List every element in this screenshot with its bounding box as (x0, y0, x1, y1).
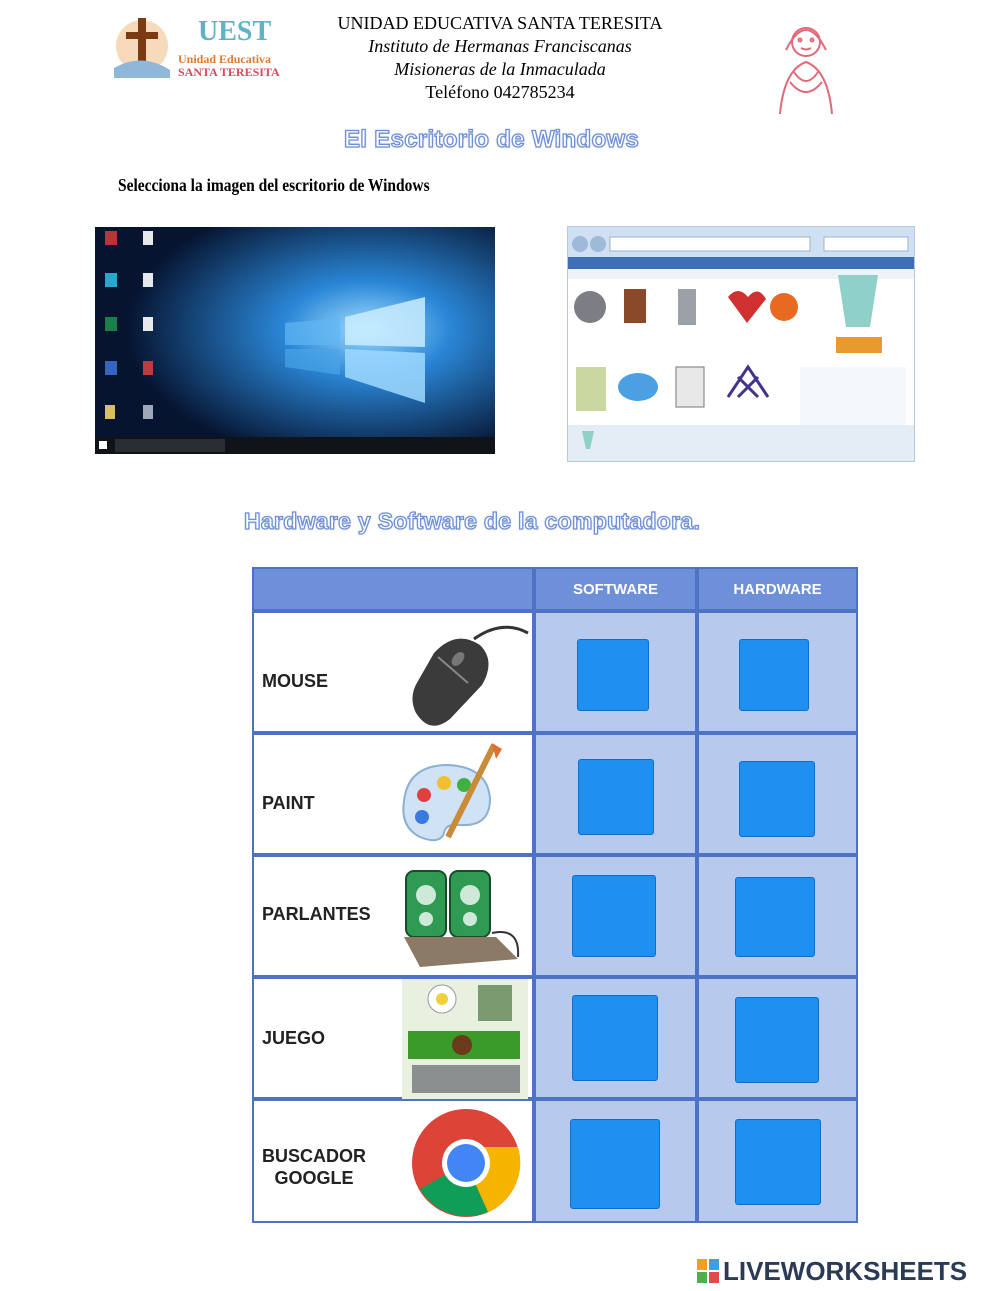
header-software: SOFTWARE (534, 567, 697, 611)
row-label-parlantes: PARLANTES (262, 904, 371, 924)
logo-text: UEST (198, 16, 272, 47)
games-folder-option[interactable] (567, 226, 915, 462)
answer-box-buscador-hardware[interactable] (735, 1119, 821, 1205)
cell-parlantes-hardware (697, 855, 858, 977)
cell-mouse-software (534, 611, 697, 733)
phone-line: Teléfono 042785234 (425, 82, 575, 102)
row-label-paint: PAINT (262, 793, 315, 813)
cell-buscador-hardware (697, 1099, 858, 1223)
cell-paint-hardware (697, 733, 858, 855)
row-label-buscador-google: BUSCADOR GOOGLE (262, 1146, 367, 1188)
missionaries-line: Misioneras de la Inmaculada (394, 59, 606, 79)
cell-parlantes-software (534, 855, 697, 977)
chrome-icon (410, 1107, 522, 1219)
windows-10-desktop-image (95, 227, 495, 454)
section-title-desktop: El Escritorio de Windows (344, 126, 640, 153)
row-label-juego: JUEGO (262, 1028, 326, 1048)
liveworksheets-brand: LIVEWORKSHEETS (723, 1255, 968, 1286)
classification-table (252, 567, 858, 1225)
instruction-text: Selecciona la imagen del escritorio de Windows (118, 175, 430, 195)
answer-box-buscador-software[interactable] (570, 1119, 660, 1209)
logo-subtitle-1: Unidad Educativa (178, 52, 272, 66)
liveworksheets-footer (697, 1256, 967, 1286)
table-row-parlantes (252, 855, 534, 977)
answer-box-juego-hardware[interactable] (735, 997, 819, 1083)
mouse-icon (404, 623, 532, 727)
cell-juego-software (534, 977, 697, 1099)
answer-box-parlantes-hardware[interactable] (735, 877, 815, 957)
answer-box-paint-hardware[interactable] (739, 761, 815, 837)
liveworksheets-logo-icon (697, 1259, 719, 1283)
table-row-mouse (252, 611, 534, 733)
windows-desktop-option[interactable] (95, 227, 495, 454)
table-row-paint (252, 733, 534, 855)
table-row-juego (252, 977, 534, 1099)
saint-teresa-emblem (760, 10, 852, 118)
logo-subtitle-2: SANTA TERESITA (178, 65, 280, 79)
speakers-icon (400, 867, 530, 971)
saint-portrait-icon (760, 10, 852, 118)
cell-paint-software (534, 733, 697, 855)
answer-box-mouse-software[interactable] (577, 639, 649, 711)
row-label-mouse: MOUSE (262, 671, 329, 691)
cell-mouse-hardware (697, 611, 858, 733)
cell-buscador-software (534, 1099, 697, 1223)
answer-box-juego-software[interactable] (572, 995, 658, 1081)
games-explorer-window-image (568, 227, 915, 462)
header-hardware: HARDWARE (697, 567, 858, 611)
answer-box-parlantes-software[interactable] (572, 875, 656, 957)
table-row-buscador-google (252, 1099, 534, 1223)
plants-vs-zombies-icon (402, 979, 528, 1099)
paint-palette-icon (394, 741, 506, 851)
cell-juego-hardware (697, 977, 858, 1099)
school-name: UNIDAD EDUCATIVA SANTA TERESITA (337, 13, 663, 33)
answer-box-mouse-hardware[interactable] (739, 639, 809, 711)
header-empty-cell (252, 567, 534, 611)
school-logo (112, 12, 308, 86)
header-text (300, 12, 700, 104)
answer-box-paint-software[interactable] (578, 759, 654, 835)
institute-line: Instituto de Hermanas Franciscanas (368, 36, 632, 56)
section-title-hardware-software: Hardware y Software de la computadora. (244, 508, 701, 534)
